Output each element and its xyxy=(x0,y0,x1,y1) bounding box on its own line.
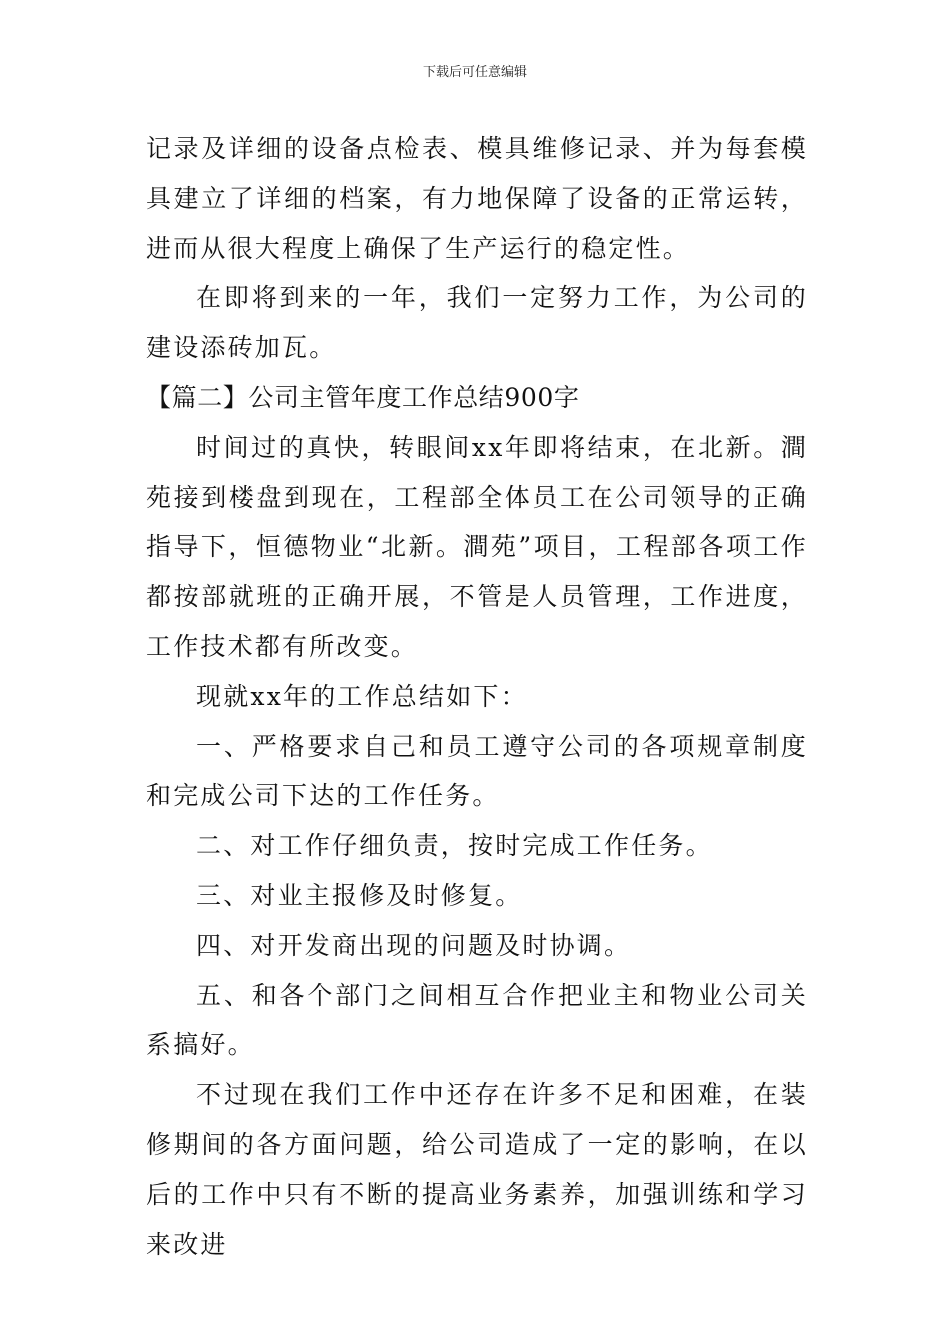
document-body xyxy=(146,124,808,1269)
paragraph-summary-lead: 现就xx年的工作总结如下： xyxy=(196,681,528,711)
page-header: 下载后可任意编辑 xyxy=(422,65,527,80)
list-item-1: 一、严格要求自己和员工遵守公司的各项规章制度和完成公司下达的工作任务。 xyxy=(146,731,808,811)
list-item-5: 五、和各个部门之间相互合作把业主和物业公司关系搞好。 xyxy=(146,980,808,1060)
paragraph-shortcomings: 不过现在我们工作中还存在许多不足和困难，在装修期间的各方面问题，给公司造成了一定的影响，在以后的工作中只有不断的提高业务素养，加强训练和学习来改进 xyxy=(146,1080,808,1259)
list-item-3: 三、对业主报修及时修复。 xyxy=(196,880,523,910)
list-item-2: 二、对工作仔细负责，按时完成工作任务。 xyxy=(196,831,713,861)
list-item-4: 四、对开发商出现的问题及时协调。 xyxy=(196,930,632,960)
section-title: 【篇二】公司主管年度工作总结900字 xyxy=(146,382,580,412)
paragraph-intro: 时间过的真快，转眼间xx年即将结束，在北新。澗苑接到楼盘到现在，工程部全体员工在公司领导的正确指导下，恒德物业“北新。澗苑”项目，工程部各项工作都按部就班的正确开展，不管是人员管理，工作进度，工作技术都有所改变。 xyxy=(146,432,808,661)
paragraph-closing-remark: 在即将到来的一年，我们一定努力工作，为公司的建设添砖加瓦。 xyxy=(146,283,808,363)
paragraph-continuation: 记录及详细的设备点检表、模具维修记录、并为每套模具建立了详细的档案，有力地保障了设备的正常运转，进而从很大程度上确保了生产运行的稳定性。 xyxy=(146,134,808,263)
